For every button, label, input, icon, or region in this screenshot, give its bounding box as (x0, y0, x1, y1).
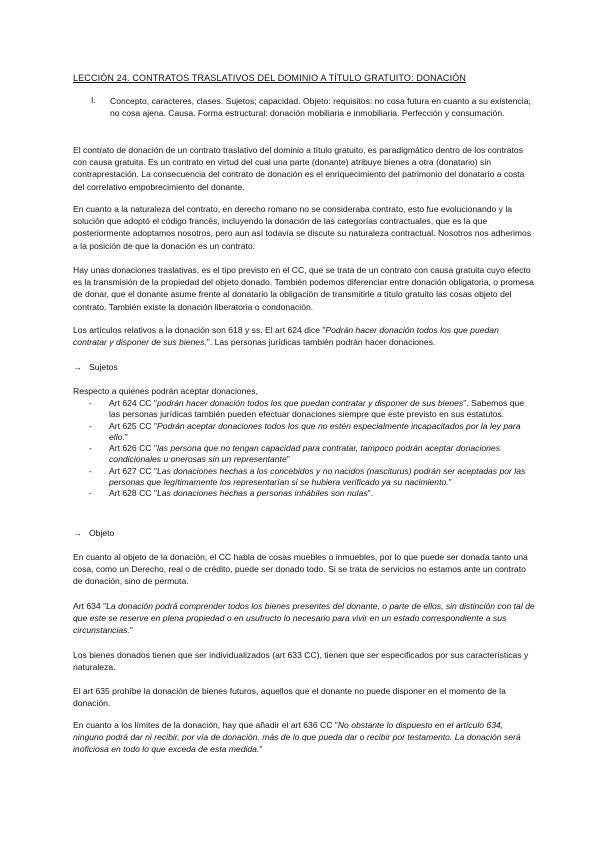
item-post: " (448, 477, 452, 488)
item-pre: Art 624 CC " (109, 398, 157, 408)
paragraph-definition: El contrato de donación de un contrato traslativo del dominio a título gratuito, es paradigmático dentro de los contratos con causa gratuita. Es un contrato en virtud del cual una parte (donante) atribuye bienes a otra (donatario) sin contraprestación. La consecuencia del contrato de donación es el enriquecimiento del patrimonio del donatario a costa del correlativo empobrecimiento del donante. (73, 145, 525, 192)
paragraph-art-634 (73, 600, 535, 637)
heading-sujetos-label: Sujetos (89, 362, 118, 372)
list-item (73, 466, 535, 489)
art-634-quote: La donación podrá comprender todos los bienes presentes del donante, o parte de ellos, sin distinción con tal de que este se reserve en plena propiedad o en usufructo lo necesario para vivir en un estado correspondiente a sus circunstancias. (73, 601, 535, 636)
paragraph-types: Hay unas donaciones traslativas, es el tipo previsto en el CC, que se trata de un contrato con causa gratuita cuyo efecto es la transmisión de la propiedad del objeto donado. También podemos diferenciar entre donación obligatoria, o promesa de donar, que el donante asume frente al donatario la obligación de transmitirle a título gratuito las cosas objeto del contrato. También existe la donación liberatoria o condonación. (73, 265, 534, 312)
heading-objeto-label: Objeto (89, 528, 115, 538)
list-dash: - (89, 465, 92, 476)
item-post: ". (367, 488, 374, 499)
art-636-post: " (259, 744, 263, 755)
item-pre: Art 627 CC " (109, 465, 157, 476)
item-post: " (286, 454, 290, 465)
art-636-quote: No obstante lo dispuesto en el artículo 634, ninguno podrá dar ni recibir, por vía de donación, más de lo que pueda dar o recibir por testamento. La donación será inoficiosa en todo lo que exceda de esta medida. (73, 720, 521, 755)
art-636-pre: En cuanto a los límites de la donación, hay que añadir el art 636 CC " (73, 720, 338, 730)
art-624-quote: Podrán hacer donación todos los que puedan contratar y disponer de sus bienes. (73, 325, 499, 348)
item-pre: Art 626 CC " (109, 443, 157, 454)
item-pre: Art 625 CC " (109, 420, 157, 431)
section-number: I. (91, 95, 96, 105)
item-quote: Las donaciones hechas a los concebidos y no nacidos (nasciturus) podrán ser aceptadas por las personas que legítimamente los representarían si se hubiera verificado ya su nacimiento. (109, 465, 526, 488)
item-post: ". Sabemos que las personas jurídicas también pueden efectuar donaciones siempre que este previsto en sus estatutos. (109, 398, 525, 420)
item-quote: podrán hacer donación todos los que puedan contratar y disponer de sus bienes (156, 398, 464, 408)
item-quote: las persona que no tengan capacidad para contratar, tampoco podrán aceptar donaciones condicionales u onerosas sin un representante (109, 443, 500, 465)
articles-text-pre: Los artículos relativos a la donación son 618 y ss. El art 624 dice " (73, 325, 326, 335)
item-quote: Podrán aceptar donaciones todos los que no estén especialmente incapacitados por la ley para ello. (109, 420, 521, 442)
list-dash: - (89, 488, 92, 499)
paragraph-art-636 (73, 719, 535, 756)
item-post: " (124, 431, 128, 442)
paragraph-individualizados: Los bienes donados tienen que ser individualizados (art 633 CC), tienen que ser especificados por sus características y naturaleza. (73, 650, 529, 673)
list-dash: - (89, 420, 92, 431)
lesson-title: LECCIÓN 24. CONTRATOS TRASLATIVOS DEL DOMINIO A TÍTULO GRATUITO: DONACIÓN (73, 73, 467, 83)
art-634-pre: Art 634 " (73, 601, 107, 611)
arrow-right-icon: → (73, 528, 82, 538)
paragraph-articles (73, 324, 535, 348)
list-dash: - (89, 443, 92, 454)
arrow-right-icon: → (73, 362, 82, 372)
section-outline: Concepto, caracteres, clases. Sujetos; capacidad. Objeto: requisitos: no cosa futura en cuanto a su existencia; no cosa ajena. Causa. Forma estructural: donación mobiliaria e inmobiliaria. Perfección y consumación. (110, 96, 531, 119)
list-item (73, 443, 535, 466)
item-quote: Las donaciones hechas a personas inhábiles son nulas (156, 488, 368, 499)
sujetos-list (73, 398, 535, 500)
articles-text-post: ". Las personas jurídicas también podrán hacer donaciones. (206, 337, 436, 348)
item-pre: Art 628 CC " (109, 488, 157, 499)
sujetos-intro: Respecto a quienes podrán aceptar donaciones, (73, 386, 258, 396)
paragraph-art-635: El art 635 prohíbe la donación de bienes futuros, aquellos que el donante no puede disponer en el momento de la donación. (73, 686, 506, 709)
heading-sujetos (73, 361, 118, 373)
list-dash: - (89, 398, 92, 408)
art-634-post: " (129, 625, 133, 636)
heading-objeto (73, 527, 114, 539)
paragraph-nature: En cuanto a la naturaleza del contrato, en derecho romano no se consideraba contrato, esto fue evolucionando y la solución que adoptó el código francés, incluyendo la donación de las categorías contractuales, que es la que posteriormente adoptamos nosotros, pero aun así todavía se discute su naturaleza contractual. Nosotros nos adherimos a la posición de que la donación es un contrato. (73, 204, 532, 251)
list-item (73, 398, 535, 421)
list-item (73, 421, 535, 444)
list-item (73, 488, 535, 499)
paragraph-objeto: En cuanto al objeto de la donación, el CC habla de cosas muebles o inmuebles, por lo que puede ser donada tanto una cosa, como un Derecho, real o de crédito, puede ser donado todo. Si se trata de servicios no estamos ante un contrato de donación, sino de permuta. (73, 552, 528, 587)
